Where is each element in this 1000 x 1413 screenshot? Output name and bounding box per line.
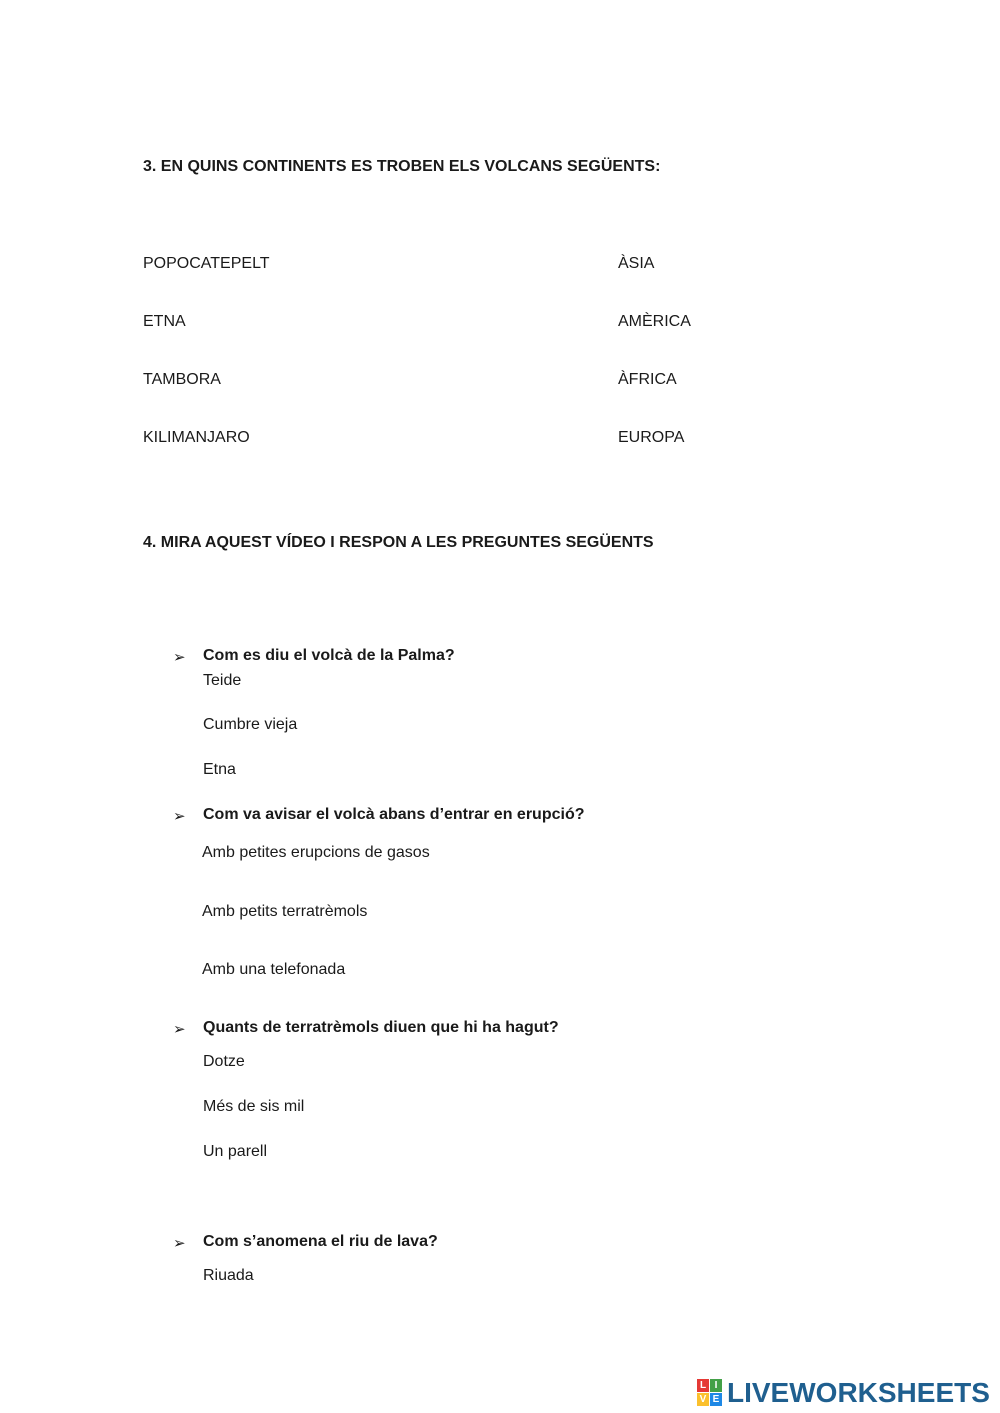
answer-option[interactable]: Cumbre vieja	[203, 716, 298, 733]
question-1: Com es diu el volcà de la Palma?	[203, 647, 455, 664]
answer-option[interactable]: Més de sis mil	[203, 1098, 305, 1115]
answer-option[interactable]: Amb petits terratrèmols	[202, 903, 368, 920]
logo-mark-cell: V	[697, 1393, 709, 1406]
section-4-title: 4. MIRA AQUEST VÍDEO I RESPON A LES PREGUNTES SEGÜENTS	[143, 534, 654, 551]
continent-item: AMÈRICA	[618, 313, 691, 330]
answer-option[interactable]: Amb petites erupcions de gasos	[202, 844, 430, 861]
logo-text: LIVEWORKSHEETS	[727, 1377, 990, 1408]
volcano-item: TAMBORA	[143, 371, 221, 388]
answer-option[interactable]: Teide	[203, 672, 242, 689]
arrow-bullet-icon: ➢	[173, 649, 186, 666]
question-4: Com s’anomena el riu de lava?	[203, 1233, 438, 1250]
arrow-bullet-icon: ➢	[173, 1235, 186, 1252]
question-3: Quants de terratrèmols diuen que hi ha hagut?	[203, 1019, 559, 1036]
logo-mark-cell: I	[710, 1379, 722, 1392]
question-2: Com va avisar el volcà abans d’entrar en erupció?	[203, 806, 585, 823]
arrow-bullet-icon: ➢	[173, 808, 186, 825]
answer-option[interactable]: Amb una telefonada	[202, 961, 346, 978]
volcano-item: POPOCATEPELT	[143, 255, 270, 272]
continent-item: ÀFRICA	[618, 371, 677, 388]
continent-item: ÀSIA	[618, 255, 655, 272]
liveworksheets-logo[interactable]	[697, 1377, 990, 1409]
logo-mark-cell: E	[710, 1393, 722, 1406]
liveworksheets-logo-icon	[697, 1379, 723, 1407]
arrow-bullet-icon: ➢	[173, 1021, 186, 1038]
continent-item: EUROPA	[618, 429, 685, 446]
logo-mark-cell: L	[697, 1379, 709, 1392]
section-3-title: 3. EN QUINS CONTINENTS ES TROBEN ELS VOLCANS SEGÜENTS:	[143, 158, 661, 175]
answer-option[interactable]: Riuada	[203, 1267, 254, 1284]
answer-option[interactable]: Dotze	[203, 1053, 245, 1070]
volcano-item: KILIMANJARO	[143, 429, 250, 446]
answer-option[interactable]: Etna	[203, 761, 236, 778]
answer-option[interactable]: Un parell	[203, 1143, 268, 1160]
volcano-item: ETNA	[143, 313, 186, 330]
